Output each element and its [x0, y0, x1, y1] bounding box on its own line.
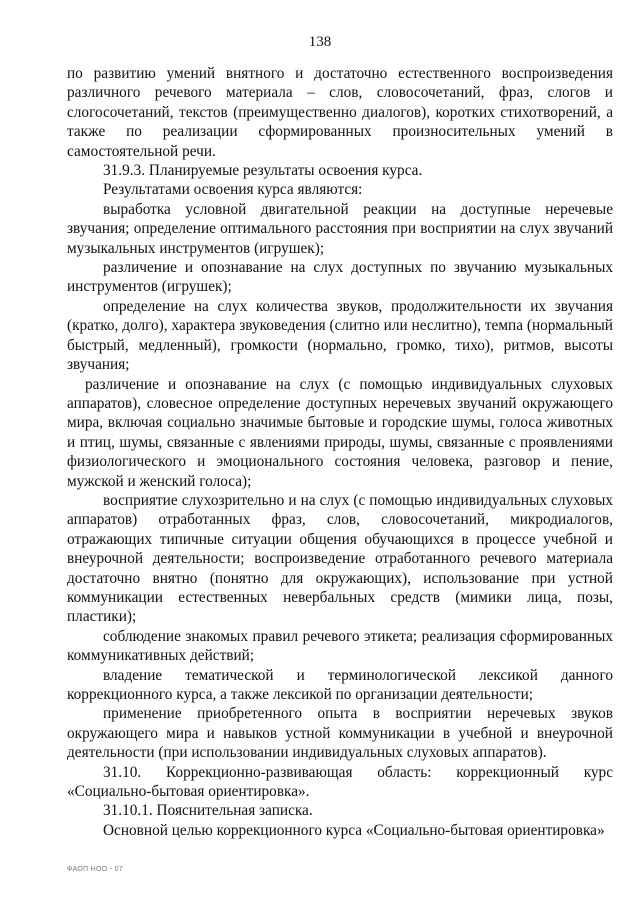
list-item-instruments: различение и опознавание на слух доступных по звучанию музыкальных инструментов (игрушек);	[67, 259, 613, 296]
section-heading-31-10: 31.10. Коррекционно-развивающая область: коррекционный курс «Социально-бытовая ориентировка».	[67, 763, 613, 801]
paragraph-continuation: по развитию умений внятного и достаточно естественного воспроизведения различного речевого материала – слов, словосочетаний, фраз, слогов и слогосочетаний, текстов (преимущественно диалогов), коротких стихотворений, а также по реализации сформированных произносительных умений в самостоятельной речи.	[67, 65, 613, 160]
page-number: 138	[308, 34, 332, 50]
list-item-reaction: выработка условной двигательной реакции на доступные неречевые звучания; определение оптимального расстояния при восприятии на слух звучаний музыкальных инструментов (игрушек);	[67, 200, 613, 257]
list-item-perception: восприятие слухозрительно и на слух (с помощью индивидуальных слуховых аппаратов) отработанных фраз, слов, словосочетаний, микродиалогов, отражающих типичные ситуации общения обучающихся в процессе учебной и внеурочной деятельности; воспроизведение отработанного речевого материала достаточно внятно (понятно для окружающих), использование при устной коммуникации естественных невербальных средств (мимики лица, позы, пластики);	[67, 491, 613, 626]
list-item-vocabulary: владение тематической и терминологической лексикой данного коррекционного курса, а также лексикой по организации деятельности;	[67, 666, 613, 703]
paragraph-course-goal: Основной целью коррекционного курса «Социально-бытовая ориентировка»	[103, 821, 605, 839]
list-item-experience: применение приобретенного опыта в восприятии неречевых звуков окружающего мира и навыков устной коммуникации в учебной и внеурочной деятельности (при использовании индивидуальных слуховых аппаратов).	[67, 705, 613, 762]
list-item-etiquette: соблюдение знакомых правил речевого этикета; реализация сформированных коммуникативных действий;	[67, 627, 613, 665]
document-body	[67, 64, 613, 840]
footer-code: ФАОП НОО - 07	[67, 866, 123, 873]
paragraph-results-intro: Результатами освоения курса являются:	[103, 181, 363, 199]
list-item-sound-properties: определение на слух количества звуков, продолжительности их звучания (кратко, долго), характера звуковедения (слитно или неслитно), темпа (нормальный быстрый, медленный), громкости (нормально, громко, тихо), ритмов, высоты звучания;	[67, 297, 613, 374]
section-heading-31-9-3: 31.9.3. Планируемые результаты освоения курса.	[103, 162, 423, 180]
section-heading-31-10-1: 31.10.1. Пояснительная записка.	[103, 802, 313, 820]
list-item-noises: различение и опознавание на слух (с помощью индивидуальных слуховых аппаратов), словесное определение доступных неречевых звучаний окружающего мира, включая социально значимые бытовые и городские шумы, голоса животных и птиц, шумы, связанные с явлениями природы, шумы, связанные с проявлениями физиологического и эмоционального состояния человека, разговор и пение, мужской и женский голоса);	[67, 375, 613, 490]
